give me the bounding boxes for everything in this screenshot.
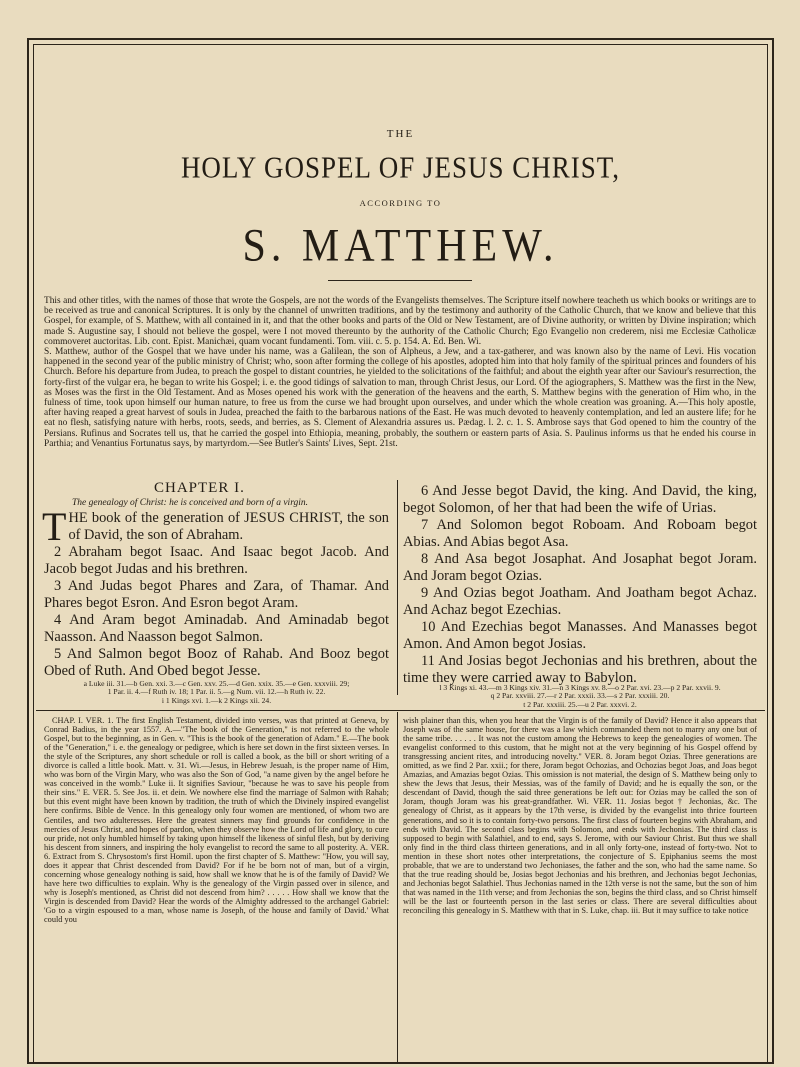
commentary-right: wish plainer than this, when you hear that the Virgin is of the family of David? Hence it also appears that Joseph was of the same house, for there was a law which commanded them not to marry any one but of the same tribe. . . . . . It was not the custom among the Hebrews to keep the genealogies of women. The evangelist conformed to this custom, that he might not at the very beginning of his Gospel offend by transgressing ancient rites, and introducing novelty." VER. 8. Joram begot Ozias. Three generations are omitted, as we find 2 Par. xxii.; for there, Joram begot Ochozias, and Ochozias begot Joas, and Joas begot Amazias, and Amazias begot Ozias. This omission is not material, the design of S. Matthew being only to shew the Jews that Jesus, their Messias, was of the family of David; and he is equally the son, or the descendant of David, though the said three generations be left out: for Ozias may be called the son of Joram, though Joram was his great-grandfather. Wi. VER. 11. Josias begot † Jechonias, &c. The genealogy of Christ, as it appears by the 17th verse, is divided by the evangelist into thrice fourteen generations, and so it is to contain forty-two persons. The first class of fourteen begins with Abraham, and ends with David. The second class begins with Solomon, and ends with Jechonias. The third class is supposed to begin with Salathiel, and to end, says S. Jerome, with our Saviour Christ. But thus we shall only find in the third class thirteen generations, and in all only forty-one, instead of forty-two. Not to mention in these short notes other interpretations, the conjecture of S. Epiphanius seems the most probable, that we are to understand two Jechoniases, the father and the son, who had the same name. So that the true reading should be, Josias begot Jechonias and his brethren, and Jechonias begot Jechonias, and Jechonias begot Salathiel. Thus Jechonias named in the 12th verse is not the same, but the son of him that was named in the 11th verse; and from Jechonias the son, begins the third class, and so Christ himself will be the last or fourteenth person in the last series or class. There are several difficulties about reconciling this genealogy in S. Matthew with that in S. Luke, chap. iii. But it may suffice to take notice [403,716,757,915]
verses-right-column [403,483,757,687]
title-the: THE [386,128,415,140]
reference-line: t 2 Par. xxxiii. 25.—u 2 Par. xxxvi. 2. [523,699,637,709]
reference-line: i 1 Kings xvi. 1.—k 2 Kings xii. 24. [161,695,272,705]
commentary-left: CHAP. I. VER. 1. The first English Testament, divided into verses, was that printed at Geneva, by Conrad Badius, in the year 1557. A.—"The book of the Generation," is not referred to the whole Gospel, but to the beginning, as in Gen. v. "This is the book of the generation of Adam." E.—The book of the "Generation," i. e. the genealogy or pedigree, which is here set down in the first sixteen verses. In the style of the Scriptures, any short schedule or roll is called a book, as the bill or short writing of a divorce is called a little book. Matt. v. 31. Wi.—Jesus, in Hebrew Jesuah, is the proper name of Him, who was born of the Virgin Mary, who was also the Son of God, "a name given by the angel before he was conceived in the womb." Luke ii. It signifies Saviour, "because he was to save his people from their sins." E. VER. 5. See Jos. ii. et dein. We nowhere else find the marriage of Salmon with Rahab; but this event might have been known by tradition, the truth of which the Divinely inspired evangelist here confirms. Bible de Vence. In this genealogy only four women are mentioned, of whom two are Gentiles, and two adulteresses. Here the greatest sinners may find grounds for confidence in the mercies of Jesus Christ, and hopes of pardon, when they observe how the Lord of life and glory, to cure our pride, not only humbled himself by taking upon himself the likeness of sinful flesh, but by deriving his descent from sinners, and inspiring the holy evangelist to record the same to all posterity. A. VER. 6. Extract from S. Chrysostom's first Homil. upon the first chapter of S. Matthew: "How, you will say, does it appear that Christ descended from David? For if he be born not of man, but of a virgin, concerning whose genealogy nothing is said, how shall we know that he is of the family of David? We have here two difficulties to explain. Why is the genealogy of the Virgin passed over in silence, and why is Joseph's mentioned, as Christ did not descend from him? . . . . . How shall we know that the Virgin is descended from David? Hear the words of the Almighty addressed to the archangel Gabriel: 'Go to a virgin espoused to a man, whose name is Joseph, of the house and family of David.' What could you [44,716,389,925]
introduction [44,296,756,449]
title-according: ACCORDING TO [359,198,442,208]
verse: 2 Abraham begot Isaac. And Isaac begot Jacob. And Jacob begot Judas and his brethren. [44,544,389,577]
verse: 8 And Asa begot Josaphat. And Josaphat begot Joram. And Joram begot Ozias. [403,551,757,584]
verse-1-text: HE book of the generation of JESUS CHRIST, the son of David, the son of Abraham. [68,510,389,543]
verse-1 [42,504,389,549]
refs-left [44,680,389,705]
title-evangelist: S. MATTHEW. [242,220,559,272]
chapter-summary: The genealogy of Christ: he is conceived and born of a virgin. [72,498,309,508]
commentary-column-divider [397,712,398,1062]
refs-right [403,684,757,709]
verse: 10 And Ezechias begot Manasses. And Manasses begot Amon. And Amon begot Josias. [403,619,757,652]
verse: 7 And Solomon begot Roboam. And Roboam begot Abias. And Abias begot Asa. [403,517,757,550]
verse: 4 And Aram begot Aminadab. And Aminadab begot Naasson. And Naasson begot Salmon. [44,612,389,645]
column-divider [397,480,398,695]
verse: 3 And Judas begot Phares and Zara, of Thamar. And Phares begot Esron. And Esron begot Aram. [44,578,389,611]
intro-paragraph: S. Matthew, author of the Gospel that we have under his name, was a Galilean, the son of Alpheus, a Jew, and a tax-gatherer, and was known also by the name of Levi. His vocation happened in the second year of the public ministry of Christ; who, soon after forming the college of his apostles, adopted him into that holy family of the spiritual princes and founders of his Church. Before his departure from Judea, to preach the gospel to distant countries, he yielded to the solicitations of the faithful; and about the eighth year after our Saviour's resurrection, the forty-first of the vulgar era, he began to write his Gospel; i. e. the good tidings of salvation to man, through Christ Jesus, our Lord. Of the agiographers, S. Matthew was the first in the New, as Moses was the first in the Old Testament. And as Moses opened his work with the generation of the heavens and the earth, S. Matthew begins with the generation of Him who, in the fulness of time, took upon himself our human nature, to free us from the curse we had brought upon ourselves, and under which the whole creation was groaning. A.—This holy apostle, after having reaped a great harvest of souls in Judea, preached the faith to the barbarous nations of the East. He was much devoted to heavenly contemplation, and led an austere life; for he eat no flesh, satisfying nature with herbs, roots, seeds, and berries, as S. Clement of Alexandria assures us. Pædag. l. 2. c. 1. S. Ambrose says that God opened to him the country of the Persians. Rufinus and Socrates tell us, that he carried the gospel into Ethiopia, meaning, probably, the southern or eastern parts of Asia. S. Paulinus informs us that he ended his course in Parthia; and Venantius Fortunatus says, by martyrdom.—See Butler's Saints' Lives, Sept. 21st. [44,347,756,449]
verse: 6 And Jesse begot David, the king. And David, the king, begot Solomon, of her that had been the wife of Urias. [403,483,757,516]
title-main: HOLY GOSPEL OF JESUS CHRIST, [180,149,621,185]
title-rule [328,280,472,281]
reference-line: q 2 Par. xxviii. 27.—r 2 Par. xxxii. 33.—s 2 Par. xxxiii. 20. [490,691,670,701]
verse: 9 And Ozias begot Joatham. And Joatham begot Achaz. And Achaz begot Ezechias. [403,585,757,618]
reference-line: l 3 Kings xi. 43.—m 3 Kings xiv. 31.—n 3 Kings xv. 8.—o 2 Par. xvi. 23.—p 2 Par. xxvii. 9. [439,683,721,692]
intro-paragraph: This and other titles, with the names of those that wrote the Gospels, are not the words of the Evangelists themselves. The Scripture itself nowhere teacheth us which books or writings are to be received as true and canonical Scriptures. It is only by the channel of unwritten traditions, and by the testimony and authority of the Catholic Church, that we know and believe that this Gospel, for example, of S. Matthew, with all contained in it, and that the other books and parts of the Old or New Testament, are of Divine authority, or written by Divine inspiration; which made S. Augustine say, I should not believe the gospel, were I not moved thereunto by the authority of the Catholic Church; Ego Evangelio non crederem, nisi me Ecclesiæ Catholicæ commoveret auctoritas. Lib. cont. Epist. Manichæi, quam vocant fundamenti. Tom. viii. c. 5. p. 154. A. Ed. Ben. Wi. [44,296,756,347]
verse: 5 And Salmon begot Booz of Rahab. And Booz begot Obed of Ruth. And Obed begot Jesse. [44,646,389,679]
reference-line: a Luke iii. 31.—b Gen. xxi. 3.—c Gen. xxv. 25.—d Gen. xxix. 35.—e Gen. xxxviii. 29; [83,679,350,688]
verse: 11 And Josias begot Jechonias and his brethren, about the time they were carried away to Babylon. [403,653,757,686]
drop-cap: T [42,504,67,549]
commentary-separator [36,710,765,711]
chapter-heading: CHAPTER I. [154,480,245,496]
verses-left-column [44,480,389,680]
reference-line: 1 Par. ii. 4.—f Ruth iv. 18; 1 Par. ii. 5.—g Num. vii. 12.—h Ruth iv. 22. [107,687,326,697]
